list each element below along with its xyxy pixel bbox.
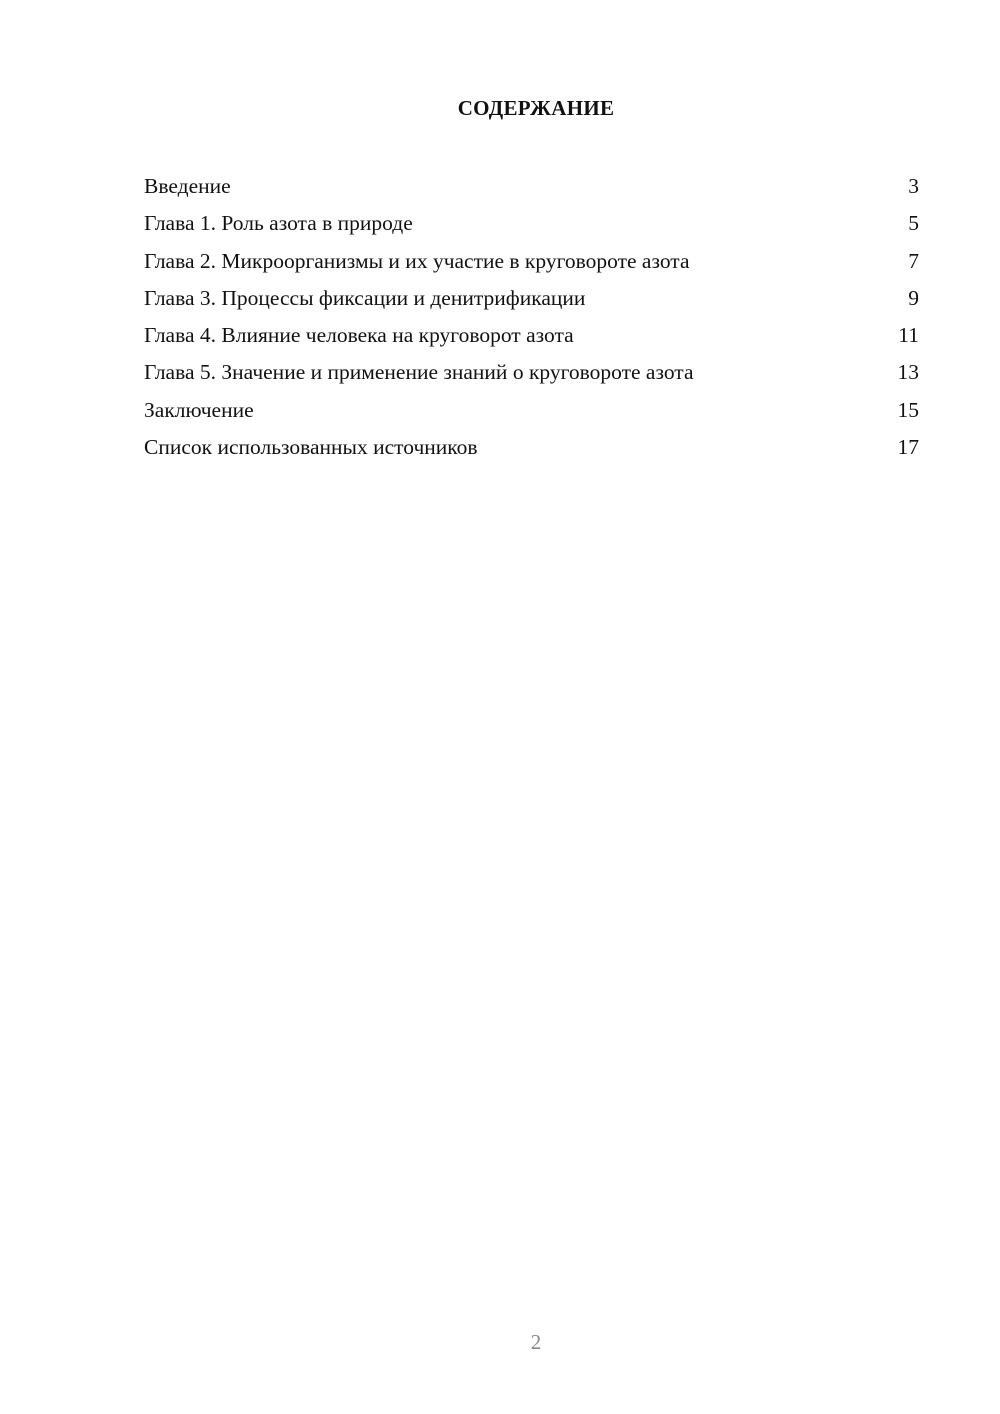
- toc-entry-page: 7: [908, 248, 919, 273]
- toc-entry-title: Глава 3. Процессы фиксации и денитрификации: [144, 285, 586, 310]
- toc-entry: [144, 168, 919, 205]
- toc-entry-title: Заключение: [144, 397, 254, 422]
- toc-entry: [144, 429, 919, 466]
- toc-entry-page: 5: [908, 211, 919, 236]
- toc-entry-title: Глава 5. Значение и применение знаний о круговороте азота: [144, 360, 694, 385]
- toc-entry-page: 3: [908, 174, 919, 198]
- toc-entry: [144, 205, 919, 242]
- toc-entry-title: Глава 1. Роль азота в природе: [144, 211, 413, 236]
- page-number: 2: [530, 1330, 542, 1354]
- toc-heading: СОДЕРЖАНИЕ: [457, 96, 615, 120]
- toc-entry: [144, 280, 919, 317]
- toc-entry: [144, 354, 919, 391]
- toc-entry: [144, 243, 919, 280]
- toc-entry-page: 9: [908, 285, 919, 310]
- toc-entry: [144, 317, 919, 354]
- toc-entry-page: 15: [897, 397, 919, 422]
- toc-entry-page: 13: [897, 360, 919, 385]
- toc-entry-title: Глава 2. Микроорганизмы и их участие в круговороте азота: [144, 248, 690, 273]
- toc-list: [144, 168, 919, 466]
- toc-entry: [144, 392, 919, 429]
- toc-entry-page: 11: [898, 323, 919, 348]
- toc-entry-title: Введение: [144, 174, 231, 198]
- toc-entry-title: Глава 4. Влияние человека на круговорот азота: [144, 323, 574, 348]
- toc-entry-title: Список использованных источников: [144, 435, 478, 460]
- toc-entry-page: 17: [897, 435, 919, 460]
